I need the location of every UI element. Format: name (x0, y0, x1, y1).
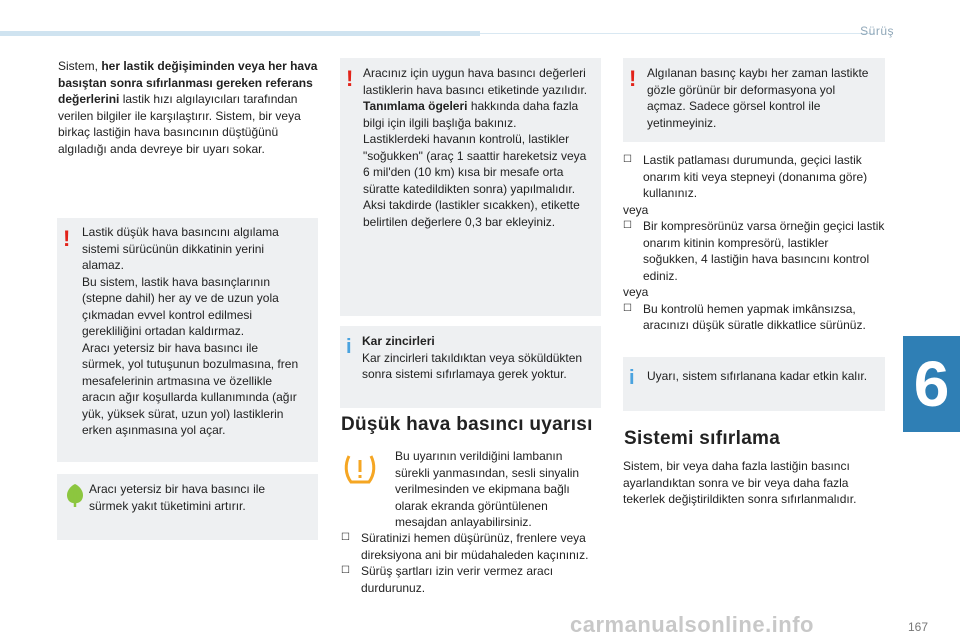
low-pressure-alert-text: Bu uyarının verildiğini lambanın sürekli yanmasından, sesli sinyalin verilmesinden ve ekipmana bağlı olarak ekranda görüntülenen mesajdan anlayabilirsiniz. (395, 449, 580, 529)
heading-low-pressure: Düşük hava basıncı uyarısı (341, 414, 593, 435)
section-title: Sürüş (860, 24, 894, 38)
reset-text: Sistem, bir veya daha fazla lastiğin basıncı ayarlandıktan sonra ve bir veya daha fazla tekerlek değiştirildikten sonra sıfırlanmalıdır. (623, 459, 857, 506)
heading-reset: Sistemi sıfırlama (624, 428, 781, 449)
list-item-text: Bu kontrolü hemen yapmak imkânsızsa, aracınızı düşük süratle dikkatlice sürünüz. (643, 301, 866, 332)
bullet-icon: ☐ (341, 565, 350, 576)
intro-bold: her lastik değişiminden veya her hava basıştan sonra sıfırlanması gereken referans değerlerini (58, 59, 318, 106)
info-box-chains (340, 326, 601, 408)
intro-text: Sistem, (58, 59, 102, 73)
eco-box (57, 474, 318, 540)
list-item (341, 530, 603, 563)
list-item (623, 152, 885, 202)
warning-box-pressure (57, 218, 318, 462)
intro-text-end: lastik hızı algılayıcıları tarafından verilen bilgiler ile karşılaştırır. Sistem, bir veya birkaç lastiğin hava basıncının düştüğünü algıladığı anda devreye bir uyarı sokar. (58, 92, 301, 156)
identification-link: Tanımlama ögeleri (363, 99, 468, 113)
warning-box-deformation (623, 58, 885, 142)
list-item (623, 218, 885, 284)
low-pressure-actions (341, 530, 603, 596)
info-box-alert-active (623, 357, 885, 411)
eco-text: Aracı yetersiz bir hava basıncı ile sürmek yakıt tüketimini artırır. (89, 482, 266, 513)
header-line (480, 33, 875, 34)
info-chains-text (362, 333, 594, 383)
watermark: carmanualsonline.info (570, 612, 814, 637)
list-item (341, 563, 603, 596)
intro-paragraph (58, 58, 320, 157)
or-label: veya (623, 202, 649, 217)
warning-values-pre: Aracınız için uygun hava basıncı değerleri lastiklerin hava basıncı etiketinde yazılıdır. (363, 66, 588, 97)
bullet-icon: ☐ (623, 154, 632, 165)
warning-values-text (363, 65, 595, 230)
page-number: 167 (907, 620, 928, 634)
chapter-tab: 6 (903, 336, 960, 432)
warning-box-values (340, 58, 601, 316)
bullet-icon: ☐ (623, 302, 632, 314)
info-chains-body: Kar zincirleri takıldıktan veya söküldükten sonra sistemi sıfırlamaya gerek yoktur. (362, 350, 583, 381)
warning-icon: ! (346, 66, 354, 91)
bullet-icon: ☐ (341, 532, 350, 543)
repair-options (623, 152, 885, 334)
warning-icon: ! (629, 66, 637, 91)
list-item-text: Bir kompresörünüz varsa örneğin geçici lastik onarım kitinin kompresörü, lastikler soğukken, 4 lastiğin hava basıncını kontrol ediniz. (643, 219, 885, 283)
warning-icon: ! (63, 226, 71, 251)
warning-text: Lastik düşük hava basıncını algılama sistemi sürücünün dikkatinin yerini alamaz. Bu sistem, lastik hava basınçlarının (stepne dahil) her ay ve de uzun yola çıkmadan evvel kontrol edilmesi gerekliliğini ortadan kaldırmaz. Aracı yetersiz bir hava basıncı ile sürmek, yol tutuşunun bozulmasına, fren mesafelerinin artmasına ve özellikle aracın ağır koşullarda kullanımında (ağır yük, yüksek sürat, uzun yol) lastiklerin erken aşınmasına yol açar. (82, 225, 299, 437)
info-chains-title: Kar zincirleri (362, 334, 435, 348)
bullet-icon: ☐ (623, 220, 632, 231)
tire-pressure-warning-icon (343, 452, 377, 486)
header-rule (0, 31, 480, 36)
info-icon: i (346, 336, 352, 358)
list-item (623, 301, 885, 334)
list-item-text: Süratinizi hemen düşürünüz, frenlere veya direksiyona ani bir müdahaleden kaçınınız. (361, 531, 589, 562)
info-icon: i (629, 367, 635, 389)
info-alert-text: Uyarı, sistem sıfırlanana kadar etkin kalır. (647, 369, 868, 383)
warning-values-post: hakkında daha fazla bilgi için ilgili başlığa bakınız. Lastiklerdeki havanın kontrolü, lastikler "soğukken" (araç 1 saattir hareketsiz veya 6 mil'den (10 km) kısa bir mesafe orta süratte katedildikten sonra) yapılmalıdır. Aksi takdirde (lastikler sıcakken), etikette belirtilen değerlere 0,3 bar ekleyiniz. (363, 99, 587, 229)
list-item-text: Lastik patlaması durumunda, geçici lastik onarım kiti veya stepneyi (donanıma göre) kullanınız. (643, 153, 868, 200)
eco-leaf-icon (63, 482, 87, 508)
or-label: veya (623, 285, 649, 299)
warning-deformation-text: Algılanan basınç kaybı her zaman lastikte gözle görünür bir deformasyona yol açmaz. Sadece görsel kontrol ile yetinmeyiniz. (647, 66, 869, 130)
list-item-text: Sürüş şartları izin verir vermez aracı durdurunuz. (361, 564, 554, 595)
